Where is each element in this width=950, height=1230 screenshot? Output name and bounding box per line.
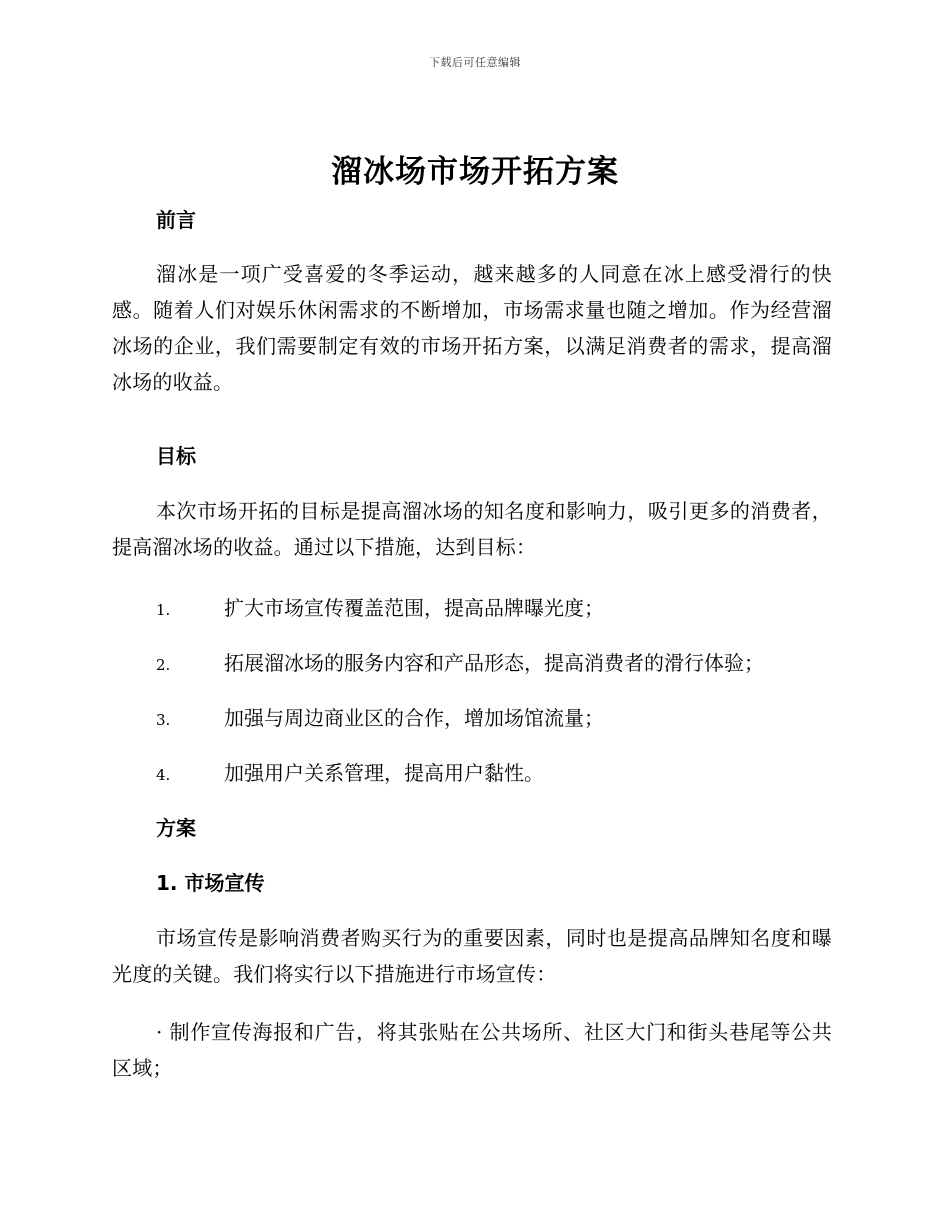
list-item-number: 3. — [156, 711, 171, 729]
list-item-text: 拓展溜冰场的服务内容和产品形态，提高消费者的滑行体验； — [224, 651, 764, 675]
list-item-number: 4. — [156, 766, 171, 784]
list-item — [156, 594, 836, 624]
list-item-number: 1. — [156, 601, 171, 619]
list-item-text: 扩大市场宣传覆盖范围，提高品牌曝光度； — [224, 596, 604, 620]
section-heading-goal: 目标 — [156, 444, 196, 468]
paragraph-goal: 本次市场开拓的目标是提高溜冰场的知名度和影响力，吸引更多的消费者，提高溜冰场的收益。通过以下措施，达到目标： — [112, 499, 832, 559]
list-item — [156, 759, 836, 789]
header-note: 下载后可任意编辑 — [429, 56, 521, 69]
list-item-text: 加强用户关系管理，提高用户黏性。 — [224, 761, 544, 785]
section-heading-preface: 前言 — [156, 208, 196, 232]
list-item — [156, 704, 836, 734]
section-heading-plan: 方案 — [156, 816, 196, 840]
paragraph-marketing: 市场宣传是影响消费者购买行为的重要因素，同时也是提高品牌知名度和曝光度的关键。我们将实行以下措施进行市场宣传： — [112, 926, 832, 986]
document-title: 溜冰场市场开拓方案 — [331, 154, 619, 190]
list-item-number: 2. — [156, 656, 171, 674]
paragraph-preface: 溜冰是一项广受喜爱的冬季运动，越来越多的人同意在冰上感受滑行的快感。随着人们对娱乐休闲需求的不断增加，市场需求量也随之增加。作为经营溜冰场的企业，我们需要制定有效的市场开拓方案，以满足消费者的需求，提高溜冰场的收益。 — [112, 262, 832, 394]
list-item — [156, 649, 836, 679]
subsection-heading-marketing: 1. 市场宣传 — [156, 871, 265, 895]
bullet-item: · 制作宣传海报和广告，将其张贴在公共场所、社区大门和街头巷尾等公共区域； — [112, 1020, 832, 1080]
list-item-text: 加强与周边商业区的合作，增加场馆流量； — [224, 706, 604, 730]
